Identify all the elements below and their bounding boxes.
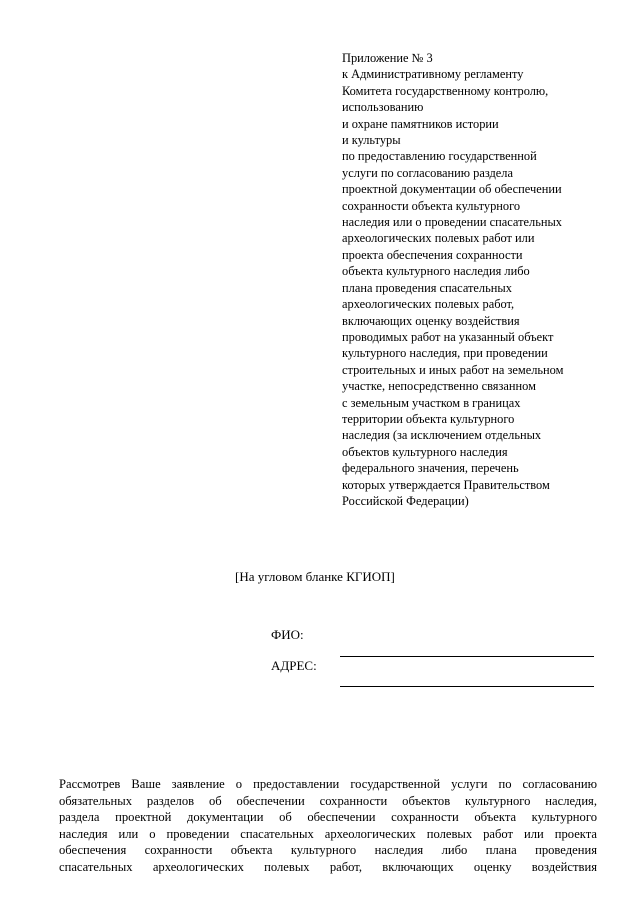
appendix-line: археологических полевых работ,	[342, 297, 515, 312]
appendix-line: Российской Федерации)	[342, 493, 469, 508]
appendix-line: объекта культурного наследия либо	[342, 264, 530, 279]
appendix-line: наследия (за исключением отдельных	[342, 428, 542, 443]
appendix-line: использованию	[342, 100, 424, 115]
address-fill-line	[340, 686, 594, 687]
appendix-line: культурного наследия, при проведении	[342, 346, 548, 361]
appendix-line: и культуры	[342, 133, 401, 148]
appendix-header	[342, 50, 612, 509]
appendix-line: сохранности объекта культурного	[342, 198, 521, 213]
body-line: Рассмотрев Ваше заявление о предоставлении государственной услуги по согласованию	[59, 777, 597, 791]
appendix-line: археологических полевых работ или	[342, 231, 535, 246]
appendix-line: по предоставлению государственной	[342, 149, 537, 164]
address-label: АДРЕС:	[271, 658, 317, 673]
appendix-line: и охране памятников истории	[342, 116, 499, 131]
appendix-line: плана проведения спасательных	[342, 280, 512, 295]
appendix-line: объектов культурного наследия	[342, 444, 508, 459]
body-paragraph	[59, 776, 597, 875]
appendix-line: участке, непосредственно связанном	[342, 379, 536, 394]
appendix-line: услуги по согласованию раздела	[342, 165, 513, 180]
appendix-line: проекта обеспечения сохранности	[342, 247, 523, 262]
appendix-line: Комитета государственному контролю,	[342, 83, 549, 98]
appendix-line: к Административному регламенту	[342, 67, 524, 82]
appendix-line: строительных и иных работ на земельном	[342, 362, 564, 377]
appendix-line: проектной документации об обеспечении	[342, 182, 562, 197]
appendix-line: федерального значения, перечень	[342, 461, 519, 476]
corner-blank-note: [На угловом бланке КГИОП]	[235, 569, 395, 584]
body-line: обеспечения сохранности объекта культурного наследия либо плана проведения	[59, 843, 597, 857]
appendix-line: которых утверждается Правительством	[342, 477, 550, 492]
body-line: наследия или о проведении спасательных археологических полевых работ или проекта	[59, 826, 597, 841]
appendix-line: территории объекта культурного	[342, 411, 515, 426]
body-line: раздела проектной документации об обеспечении сохранности объекта культурного	[59, 810, 597, 824]
appendix-line: с земельным участком в границах	[342, 395, 521, 410]
appendix-line: включающих оценку воздействия	[342, 313, 520, 328]
body-line: обязательных разделов об обеспечении сохранности объектов культурного наследия,	[59, 793, 597, 808]
fio-label: ФИО:	[271, 627, 304, 642]
appendix-line: наследия или о проведении спасательных	[342, 215, 563, 230]
fio-fill-line	[340, 656, 594, 657]
appendix-line: проводимых работ на указанный объект	[342, 329, 554, 344]
appendix-line: Приложение № 3	[342, 51, 433, 65]
body-line: спасательных археологических полевых работ, включающих оценку воздействия	[59, 859, 597, 874]
